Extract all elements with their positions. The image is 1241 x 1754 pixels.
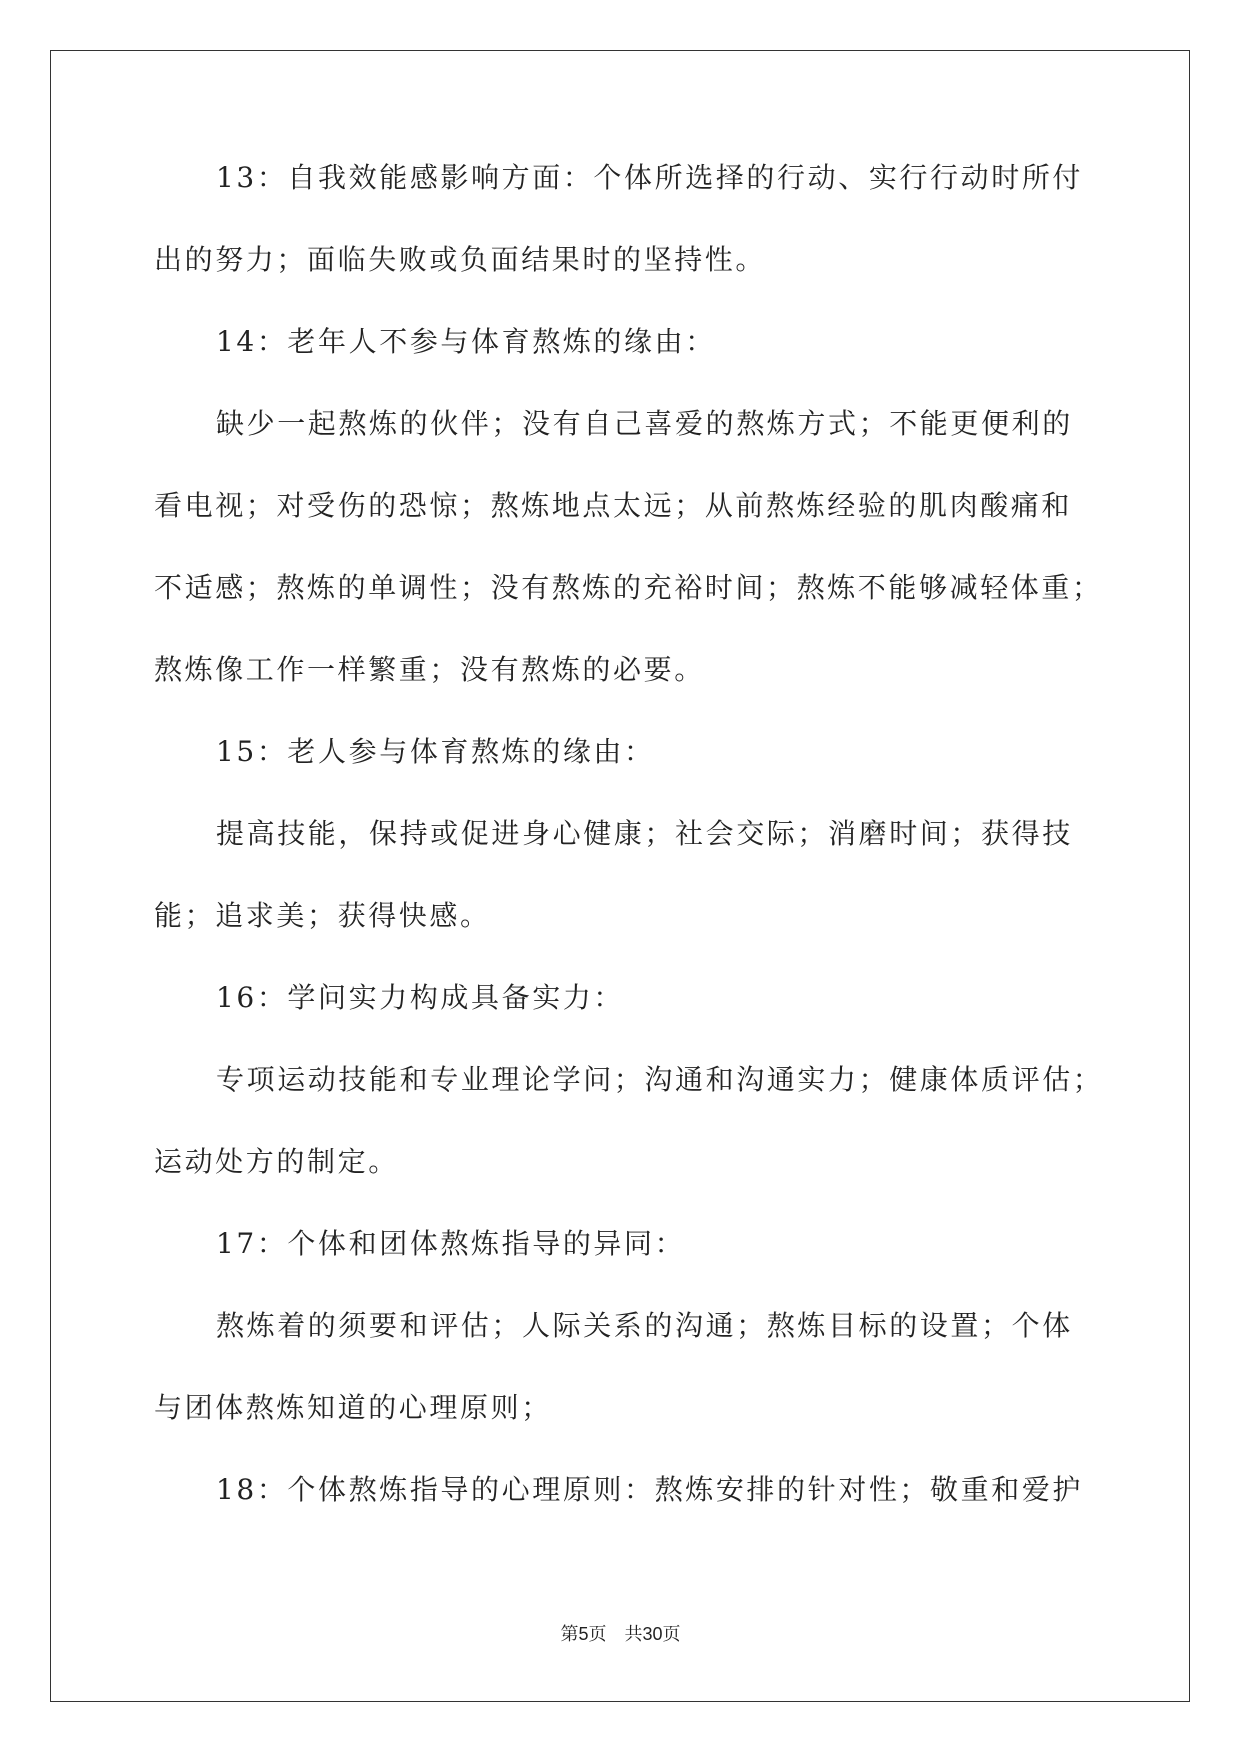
paragraph-line: 13：自我效能感影响方面：个体所选择的行动、实行行动时所付 xyxy=(216,161,1084,194)
section-heading: 15：老人参与体育熬炼的缘由： xyxy=(216,735,655,768)
current-page-number: 5 xyxy=(578,1624,589,1644)
section-heading: 18：个体熬炼指导的心理原则：熬炼安排的针对性；敬重和爱护 xyxy=(216,1473,1084,1506)
section-heading: 16：学问实力构成具备实力： xyxy=(216,981,625,1014)
total-page-count: 30 xyxy=(642,1624,663,1644)
section-heading: 14：老年人不参与体育熬炼的缘由： xyxy=(216,325,716,358)
page-footer xyxy=(0,1620,1241,1646)
paragraph-line: 缺少一起熬炼的伙伴；没有自己喜爱的熬炼方式；不能更便利的 xyxy=(216,407,1073,440)
paragraph-line: 与团体熬炼知道的心理原则； xyxy=(154,1391,552,1424)
footer-middle: 页 共 xyxy=(588,1624,643,1645)
paragraph-line: 专项运动技能和专业理论学问；沟通和沟通实力；健康体质评估； xyxy=(216,1063,1104,1096)
paragraph-line: 出的努力；面临失败或负面结果时的坚持性。 xyxy=(154,243,767,276)
footer-prefix: 第 xyxy=(560,1624,579,1645)
paragraph-line: 提高技能，保持或促进身心健康；社会交际；消磨时间；获得技 xyxy=(216,817,1073,850)
footer-suffix: 页 xyxy=(662,1624,681,1645)
paragraph-line: 运动处方的制定。 xyxy=(154,1145,399,1178)
paragraph-line: 不适感；熬炼的单调性；没有熬炼的充裕时间；熬炼不能够减轻体重； xyxy=(154,571,1103,604)
document-body xyxy=(154,160,1104,1554)
section-heading: 17：个体和团体熬炼指导的异同： xyxy=(216,1227,686,1260)
paragraph-line: 看电视；对受伤的恐惊；熬炼地点太远；从前熬炼经验的肌肉酸痛和 xyxy=(154,489,1073,522)
paragraph-line: 熬炼着的须要和评估；人际关系的沟通；熬炼目标的设置；个体 xyxy=(216,1309,1073,1342)
paragraph-line: 能；追求美；获得快感。 xyxy=(154,899,491,932)
paragraph-line: 熬炼像工作一样繁重；没有熬炼的必要。 xyxy=(154,653,705,686)
